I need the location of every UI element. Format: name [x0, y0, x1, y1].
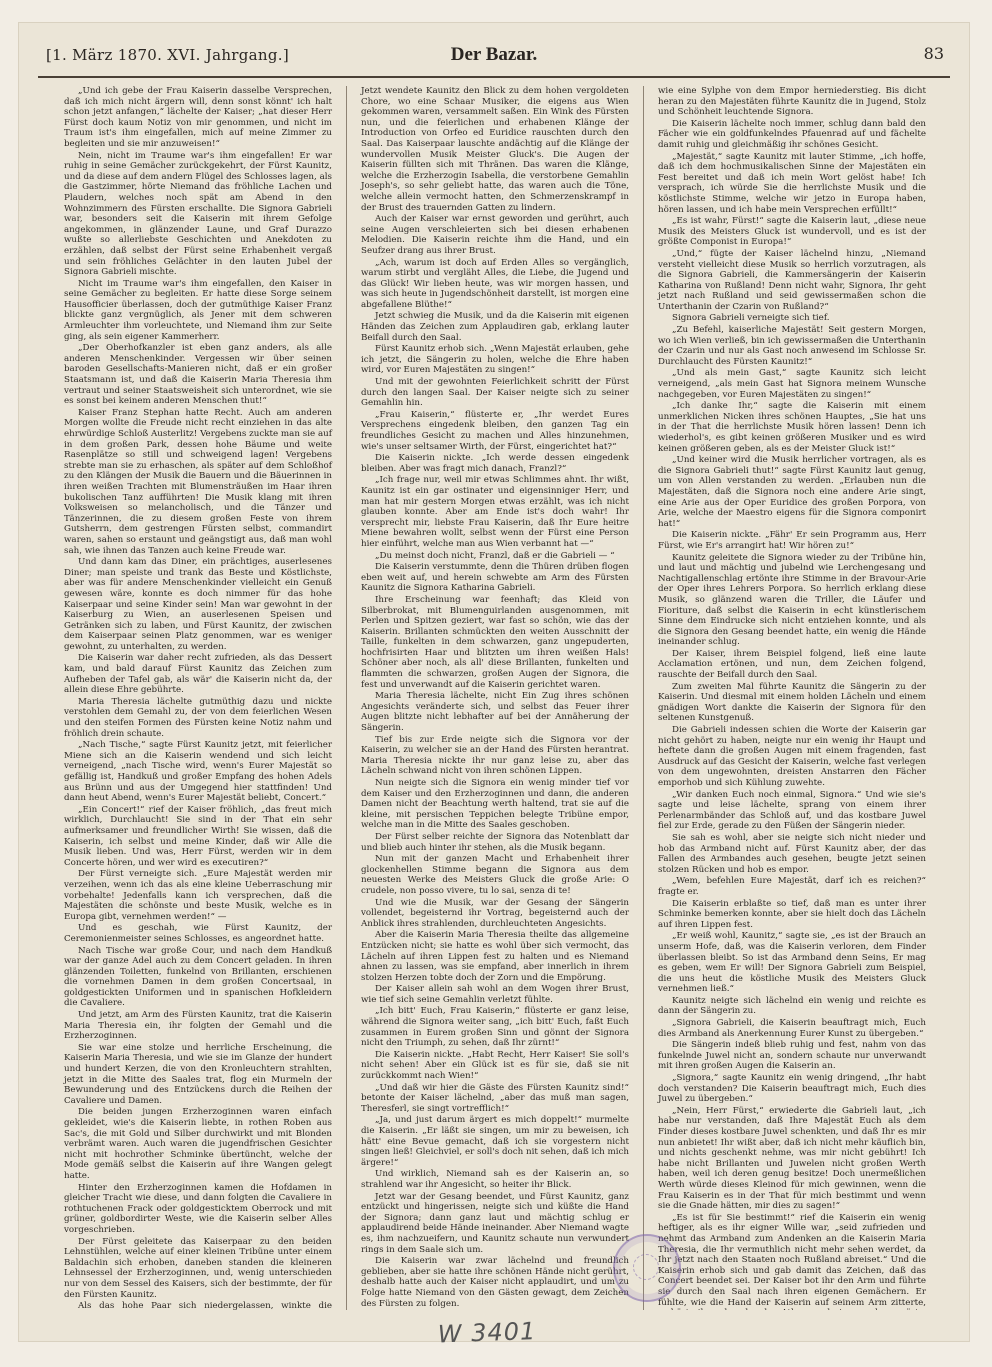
article-paragraph: Und wirklich, Niemand sah es der Kaiserin an, so strahlend war ihr Angesicht, so heiter ihr Blick.	[361, 1169, 629, 1190]
article-paragraph: Maria Theresia lächelte, nicht Ein Zug ihres schönen Angesichts veränderte sich, und selbst das Feuer ihrer Augen blitzte nicht lebhafter auf bei der Annäherung der Sängerin.	[361, 691, 629, 734]
article-paragraph: „Ich danke Ihr,“ sagte die Kaiserin mit einem unmerklichen Nicken ihres schönen Hauptes, „Sie hat uns in der That die herrlichste Musik hören lassen! Denn ich wiederhol's, es gibt keinen größeren Musiker und es wird keinen größeren geben, als es der Meister Gluck ist!“	[658, 401, 926, 454]
article-paragraph: Der Fürst verneigte sich. „Eure Majestät werden mir verzeihen, wenn ich das als eine kleine Ueberraschung mir vorbehalte! Jedenfalls kann ich versprechen, daß die Majestäten die schönste und beste Musik, welche es in Europa gibt, vernehmen werden!“ —	[64, 869, 332, 922]
article-paragraph: „Wem, befehlen Eure Majestät, darf ich es reichen?“ fragte er.	[658, 876, 926, 897]
article-paragraph: „Zu Befehl, kaiserliche Majestät! Seit gestern Morgen, wo ich Wien verließ, bin ich gewissermaßen die Unterthanin der Czarin und nur als Gast noch anwesend im Schlosse Sr. Durchlaucht des Fürsten Kaunitz!“	[658, 325, 926, 367]
article-paragraph: Signora Gabrieli verneigte sich tief.	[672, 313, 830, 324]
article-paragraph: Hinter den Erzherzoginnen kamen die Hofdamen in gleicher Tracht wie diese, und dann folgten die Cavaliere in rothtuchenen Frack oder goldgesticktem Oberrock und mit grüner, goldbordirter Weste, wie die Kaiserin selber Alles vorgeschrieben.	[64, 1182, 332, 1235]
article-paragraph: „Es ist für Sie bestimmt!“ rief die Kaiserin ein wenig heftiger, als es ihr eigner Wille war, „seid zufrieden und nehmt das Armband zum Andenken an die Kaiserin Maria Theresia, die Ihr vermuthlich nicht mehr sehen werdet, da Ihr jetzt nach den Staaten noch Rußland abreiset.“ Und die Kaiserin erhob sich und gab damit das Zeichen, daß das Concert beendet sei. Der Kaiser bot ihr den Arm und führte sie durch den Saal nach ihren eigenen Gemächern. Er fühlte, wie die Hand der Kaiserin auf seinem Arm zitterte,	[658, 1212, 926, 1308]
article-paragraph: Nun mit der ganzen Macht und Erhabenheit ihrer glockenhellen Stimme begann die Signora aus dem neuesten Werke des Meisters Gluck die große Arie: O crudele, non posso vivere, tu lo sai, senza di te!	[361, 854, 629, 896]
article-paragraph: Der Kaiser, ihrem Beispiel folgend, ließ eine laute Acclamation ertönen, und nun, dem Zeichen folgend, rauschte der Beifall durch den Saal.	[658, 648, 926, 681]
article-paragraph: Jetzt wendete Kaunitz den Blick zu dem hohen vergoldeten Chore, wo eine Schaar Musiker, die eigens aus Wien gekommen waren, versammelt saßen. Ein Wink des Fürsten nun, und die feierlichen und erhabenen Klänge der Introduction von Orfeo ed Euridice rauschten durch den Saal. Das Kaiserpaar lauschte andächtig auf die Klänge der wundervollen Musik Meister Gluck's. Die Augen der Kaiserin füllten sich mit Thränen. Das waren die Klänge, welche die Erzherzogin Isabella, die verstorbene Gemahlin Joseph's, so sehr geliebt hatte, das waren auch die Töne, welche allein vermocht hatten, den Schmerzenskrampf in der Brust des trauernden Gatten zu lindern.	[361, 86, 629, 213]
article-paragraph: Und es geschah, wie Fürst Kaunitz, der Ceremonienmeister seines Schlosses, es angeordnet hatte.	[64, 923, 332, 944]
article-paragraph: Und dann kam das Diner, ein prächtiges, auserlesenes Diner; man speiste und trank das Beste und Köstlichste, aber was für andere Menschenkinder vielleicht ein Genuß gewesen wäre, konnte es doch nimmer für das hohe Kaiserpaar und seine Kinder sein! Man war gewohnt in der Kaiserburg zu Wien, an auserlesenen Speisen und Getränken sich zu laben, und Fürst Kaunitz, der zwischen dem Kaiserpaar seinen Platz genommen, war es weniger gewohnt, zu unterhalten, zu werden.	[64, 557, 332, 652]
article-paragraph: „Es ist wahr, Fürst!“ sagte die Kaiserin laut, „diese neue Musik des Meisters Gluck ist wundervoll, und es ist der größte Componist in Europa!“	[658, 216, 926, 248]
article-paragraph: Jetzt schwieg die Musik, und da die Kaiserin mit eigenen Händen das Zeichen zum Applaudiren gab, erklang lauter Beifall durch den Saal.	[361, 311, 629, 343]
article-paragraph: „Nein, Herr Fürst,“ erwiederte die Gabrieli laut, „ich habe nur verstanden, daß Ihre Majestät Euch als dem Finder dieses kostbare Juwel schenkten, und daß Ihr es mir nun anbietet! Ihr wißt aber, daß ich nicht mehr käuflich bin, und nichts geschenkt nehme, was mir nicht gebührt! Ich habe nicht Brillanten und Juwelen nicht großen Werth haben, weil ich deren genug besitze! Doch unermeßlichen Werth würde dieses Kleinod für mich gewinnen, wenn die Frau Kaiserin es in der That für mich bestimmt und wenn sie die Gnade hätten, mir dies zu sagen!“	[658, 1105, 926, 1212]
article-paragraph: Die Kaiserin nickte. „Habt Recht, Herr Kaiser! Sie soll's nicht sehen! Aber ein Glück ist es für sie, daß sie nit zurückkommt nach Wien!“	[361, 1049, 629, 1082]
article-paragraph: Fürst Kaunitz erhob sich. „Wenn Majestät erlauben, gehe ich jetzt, die Sängerin zu holen, welche die Ehre haben wird, vor Euren Majestäten zu singen!“	[361, 344, 629, 376]
article-paragraph: „Signora Gabrieli, die Kaiserin beauftragt mich, Euch dies Armband als Anerkennung Eurer Kunst zu übergeben.“	[658, 1018, 926, 1039]
library-stamp	[613, 1234, 681, 1302]
article-paragraph: „Ich frage nur, weil mir etwas Schlimmes ahnt. Ihr wißt, Kaunitz ist ein gar ostinater und eigensinniger Herr, und man hat mir gestern Morgen etwas erzählt, was ich nicht glauben konnte. Aber am Ende ist's doch wahr! Ihr versprecht mir, liebste Frau Kaiserin, daß Ihr Eure heitre Miene bewahren wollt, selbst wenn der Fürst eine Person hier einführt, welche man aus Wien verbannt hat —“	[361, 475, 629, 549]
article-paragraph: „Und als mein Gast,“ sagte Kaunitz sich leicht verneigend, „als mein Gast hat Signora meinem Wunsche nachgegeben, vor Euren Majestäten zu singen!“	[658, 368, 926, 400]
article-paragraph: Und wie die Musik, war der Gesang der Sängerin vollendet, begeisternd ihr Vortrag, begeisternd auch der Anblick ihres strahlenden, durchleuchteten Angesichts.	[361, 897, 629, 929]
article-paragraph: Tief bis zur Erde neigte sich die Signora vor der Kaiserin, zu welcher sie an der Hand des Fürsten herantrat. Maria Theresia nickte ihr nur ganz leise zu, aber das Lächeln schwand nicht von ihren schönen Lippen.	[361, 734, 629, 777]
article-paragraph: Und mit der gewohnten Feierlichkeit schritt der Fürst durch den langen Saal. Der Kaiser neigte sich zu seiner Gemahlin hin.	[361, 377, 629, 409]
article-paragraph: Ihre Erscheinung war feenhaft; das Kleid von Silberbrokat, mit Blumenguirlanden ausgenommen, mit Perlen und Spitzen geziert, war fast so schön, wie das der Kaiserin. Brillanten schmückten den weiten Ausschnitt der Taille, funkelten in dem schwarzen, ganz ungepuderten, hochfrisirten Haar und blitzten um ihren weißen Hals! Schöner aber noch, als all' diese Brillanten, funkelten und flammten die schwarzen, großen Augen der Signora, die fest und unverwandt auf die Kaiserin gerichtet waren.	[361, 594, 629, 690]
article-columns	[50, 86, 940, 1310]
article-paragraph: Der Fürst geleitete das Kaiserpaar zu den beiden Lehnstühlen, welche auf einer kleinen Tribüne unter einem Baldachin sich erhoben, daneben standen die kleineren Lehnsessel der Erzherzoginnen, und, wenig unterschieden nur von dem Sessel des Kaisers, sich der bestimmte, der für den Fürsten Kaunitz.	[64, 1236, 332, 1300]
page-header	[38, 36, 950, 78]
article-paragraph: Nun neigte sich die Signora ein wenig minder tief vor dem Kaiser und den Erzherzoginnen und dann, die anderen Damen nicht der Beachtung werth haltend, trat sie auf die kleine, mit persischen Teppichen belegte Tribüne empor, welche man in die Mitte des Saales geschoben.	[361, 778, 629, 831]
article-paragraph: „Frau Kaiserin,“ flüsterte er, „Ihr werdet Eures Versprechens eingedenk bleiben, den ganzen Tag ein freundliches Gesicht zu machen und Alles hinzunehmen, wie's unser seltsamer Wirth, der Fürst, eingerichtet hat?“	[361, 409, 629, 452]
article-paragraph: „Nach Tische,“ sagte Fürst Kaunitz jetzt, mit feierlicher Miene sich an die Kaiserin wendend und sich leicht verneigend, „nach Tische wird, wenn's Eurer Majestät so gefällig ist, Handkuß und großer Empfang des hohen Adels aus Brünn und aus der Umgegend hier stattfinden! Und dann heut Abend, wenn's Eurer Majestät beliebt, Concert.“	[64, 740, 332, 804]
article-paragraph: „Ich bitt' Euch, Frau Kaiserin,“ flüsterte er ganz leise, während die Signora weiter sang, „ich bitt' Euch, faßt Euch zusammen in Eurem großen Sinn und gönnt der Signora nicht den Triumph, zu sehen, daß Ihr zürnt!“	[361, 1006, 629, 1049]
article-paragraph: „Wir danken Euch noch einmal, Signora.“ Und wie sie's sagte und leise lächelte, sprang von einem ihrer Perlenarmbänder das Schloß auf, und das kostbare Juwel fiel zur Erde, gerade zu den Füßen der Sängerin nieder.	[658, 789, 926, 832]
article-paragraph: Nein, nicht im Traume war's ihm eingefallen! Er war ruhig in seine Gemächer zurückgekehrt, der Fürst Kaunitz, und da diese auf dem andern Flügel des Schlosses lagen, als die Gastzimmer, hörte Niemand das fröhliche Lachen und Plaudern, welches noch spät am Abend in den Wohnzimmern des Fürsten erschallte. Die Signora Gabrieli war, besonders seit die Kaiserin mit ihrem Gefolge angekommen, in glänzender Laune, und Graf Durazzo wußte so allerliebste Geschichten und Anekdoten zu erzählen, daß selbst der Fürst seine Erhabenheit vergaß und sein fröhliches Gelächter in den lauten Jubel der Signora Gabrieli mischte.	[64, 150, 332, 278]
article-paragraph: Die Kaiserin war zwar lächelnd und freundlich geblieben, aber sie hatte ihre schönen Hände nicht gerührt, deshalb hatte auch der Kaiser nicht applaudirt, und um zu Folge hatte Niemand von den Gästen gewagt, dem Zeichen des Fürsten zu folgen.	[361, 1256, 629, 1309]
article-paragraph: Sie sah es wohl, aber sie neigte sich nicht nieder und hob das Armband nicht auf. Fürst Kaunitz aber, der das Fallen des Armbandes auch gesehen, beugte jetzt seinen stolzen Rücken und hob es empor.	[658, 832, 926, 875]
column-middle	[347, 86, 644, 1310]
article-paragraph: Sie war eine stolze und herrliche Erscheinung, die Kaiserin Maria Theresia, und wie sie im Glanze der hundert und hundert Kerzen, die von den Kronleuchtern strahlten, jetzt in die Mitte des Saales trat, flog ein Murmeln der Bewunderung und des Entzückens durch die Reihen der Cavaliere und Damen.	[64, 1042, 332, 1106]
article-paragraph: „Und keiner wird die Musik herrlicher vortragen, als es die Signora Gabrieli thut!“ sagte Fürst Kaunitz laut genug, um von Allen verstanden zu werden. „Erlauben nun die Majestäten, daß die Signora noch eine andere Arie singt, eine Arie aus der Oper Euridice des großen Porpora, von Arie, welche der Maestro eigens für die Signora componirt hat!“	[658, 455, 926, 529]
article-paragraph: „Signora,“ sagte Kaunitz ein wenig dringend, „Ihr habt doch verstanden? Die Kaiserin beauftragt mich, Euch dies Juwel zu übergeben.“	[658, 1073, 926, 1105]
page-number: 83	[923, 44, 944, 63]
article-paragraph: Die Kaiserin war daher recht zufrieden, als das Dessert kam, und bald darauf Fürst Kaunitz das Zeichen zum Aufheben der Tafel gab, als wär' die Kaiserin nicht da, der allein diese Ehre gebührte.	[64, 653, 332, 696]
archive-handwritten-number: W 3401	[437, 1317, 537, 1349]
article-paragraph: „Ja, und just darum ärgert es mich doppelt!“ murmelte die Kaiserin. „Er läßt sie singen, um mir zu beweisen, ich hätt' eine Bevue gemacht, daß ich sie vorgestern nicht singen ließ! Gleichviel, er soll's doch nit sehen, daß ich mich ärgere!“	[361, 1115, 629, 1168]
article-paragraph: Zum zweiten Mal führte Kaunitz die Sängerin zu der Kaiserin. Und diesmal mit einem holden Lächeln und einem gnädigen Wort dankte die Kaiserin der Signora für den seltenen Kunstgenuß.	[658, 681, 926, 724]
issue-date: [1. März 1870. XVI. Jahrgang.]	[46, 46, 289, 64]
article-paragraph: Aber die Kaiserin Maria Theresia theilte das allgemeine Entzücken nicht; sie hatte es wohl über sich vermocht, das Lächeln auf ihren Lippen fest zu halten und es Niemand ahnen zu lassen, was sie empfand, aber innerlich in ihrem stolzen Herzen tobte doch der Zorn und die Empörung.	[361, 930, 629, 983]
article-paragraph: Kaunitz neigte sich lächelnd ein wenig und reichte es dann der Sängerin zu.	[658, 995, 926, 1017]
article-paragraph: wie eine Sylphe von dem Empor herniederstieg. Bis dicht heran zu den Majestäten führte Kaunitz die in Jugend, Stolz und Schönheit leuchtende Signora.	[658, 86, 926, 118]
article-paragraph: „Er weiß wohl, Kaunitz,“ sagte sie, „es ist der Brauch an unserm Hofe, daß, was die Kaiserin verloren, dem Finder überlassen bleibt. So ist das Armband denn Seins, Er mag es geben, wem Er will! Der Signora Gabrieli zum Beispiel, die uns heut die köstliche Musik des Meisters Gluck vernehmen ließ.“	[658, 931, 926, 995]
article-paragraph: „Ach, warum ist doch auf Erden Alles so vergänglich, warum stirbt und vergläht Alles, die Liebe, die Jugend und das Glück! Wir lieben heute, was wir morgen hassen, und was sich heute in Jugendschönheit darstellt, ist morgen eine abgefallene Blüthe!“	[361, 257, 629, 310]
article-paragraph: Kaunitz geleitete die Signora wieder zu der Tribüne hin, und laut und mächtig und jubelnd wie Lerchengesang und Nachtigallenschlag ertönte ihre Stimme in der Bravour-Arie der Oper ihres Lehrers Porpora. So herrlich erklang diese Musik, so glänzend waren die Triller, die Läufer und Fioriture, daß selbst die Kaiserin in echt künstlerischem Sinne dem Eindrucke sich nicht entziehen konnte, und als die Signora den Gesang beendet hatte, ein wenig die Hände ineinander schlug.	[658, 552, 926, 648]
article-paragraph: Die Kaiserin erblaßte so tief, daß man es unter ihrer Schminke bemerken konnte, aber sie hielt doch das Lächeln auf ihren Lippen fest.	[658, 898, 926, 930]
article-paragraph: Als das hohe Paar sich niedergelassen, winkte die	[78, 1301, 332, 1310]
article-paragraph: Die Kaiserin nickte. „Fähr' Er sein Programm aus, Herr Fürst, wie Er's arrangirt hat! Wir hören zu!“	[658, 530, 926, 551]
article-paragraph: Und jetzt, am Arm des Fürsten Kaunitz, trat die Kaiserin Maria Theresia ein, ihr folgten der Gemahl und die Erzherzoginnen.	[64, 1010, 332, 1042]
article-paragraph: Nach Tische war große Cour, und nach dem Handkuß war der ganze Adel auch zu dem Concert geladen. In ihren glänzenden Toiletten, funkelnd von Brillanten, erschienen die vornehmen Damen in dem großen Concertsaal, in goldgestickten Uniformen und in spanischen Hofkleidern die Cavaliere.	[64, 945, 332, 1009]
article-paragraph: Die Sängerin indeß blieb ruhig und fest, nahm von das funkelnde Juwel nicht an, sondern schaute nur unverwandt mit ihren großen Augen die Kaiserin an.	[658, 1040, 926, 1072]
article-paragraph: Der Fürst selber reichte der Signora das Notenblatt dar und blieb auch hinter ihr stehen, als die Musik begann.	[361, 831, 629, 853]
article-paragraph: Kaiser Franz Stephan hatte Recht. Auch am anderen Morgen wollte die Freude nicht recht einziehen in das alte ehrwürdige Schloß Austerlitz! Vergebens zuckte man sie auf in dem großen Park, dessen hohe Bäume und weite Rasenplätze so still und schweigend lagen! Vergebens strebte man sie zu erhaschen, als später auf dem Schloßhof zu den Klängen der Musik die Bauern und die Bäuerinnen in ihren weißen Trachten mit Blumensträußen im Haar ihren bukolischen Tanz aufführten! Die Musik klang mit ihren Volksweisen so melancholisch, und die Tänzer und Tänzerinnen, die zu diesem großen Feste von ihrem Gutsherrn, dem gestrengen Fürsten selbst, commandirt waren, sahen so erstaunt und geängstigt aus, daß man wohl sah, wie ihnen das Tanzen auch keine Freude war.	[64, 407, 332, 556]
newspaper-page	[18, 22, 970, 1342]
article-paragraph: Die beiden jungen Erzherzoginnen waren einfach gekleidet, wie's die Kaiserin liebte, in rothen Roben aus Sac's, die mit Gold und Silber durchwirkt und mit Blonden verbrämt waren. Auch waren die jugendfrischen Gesichter nicht mit hochrother Schminke übertüncht, welche der Mode gemäß selbst die Kaiserin auf ihre Wangen gelegt hatte.	[64, 1107, 332, 1181]
article-paragraph: Auch der Kaiser war ernst geworden und gerührt, auch seine Augen verschleierten sich bei diesen erhabenen Melodien. Die Kaiserin reichte ihm die Hand, und ein Seufzer drang aus ihrer Brust.	[361, 214, 629, 256]
newspaper-title: Der Bazar.	[450, 44, 538, 65]
article-paragraph: Die Gabrieli indessen schien die Worte der Kaiserin gar nicht gehört zu haben, neigte nur ein wenig ihr Haupt und heftete dann die großen Augen mit einem fragenden, fast Ausdruck auf das Gesicht der Kaiserin, welche fast verlegen von dem ungewohnten, dreisten Anstarren den Fächer emporhob und sich Kühlung zuwehte.	[658, 725, 926, 788]
article-paragraph: Die Kaiserin verstummte, denn die Thüren drüben flogen eben weit auf, und herein schwebte am Arm des Fürsten Kaunitz die Signora Katharina Gabrieli.	[361, 562, 629, 594]
article-paragraph: Maria Theresia lächelte gutmüthig dazu und nickte verstohlen dem Gemahl zu, der von dem feierlichen Wesen und den steifen Formen des Fürsten keine Notiz nahm und fröhlich drein schaute.	[64, 696, 332, 739]
article-paragraph: Der Kaiser allein sah wohl an dem Wogen ihrer Brust, wie tief sich seine Gemahlin verletzt fühlte.	[361, 984, 629, 1005]
article-paragraph: „Ein Concert!“ rief der Kaiser fröhlich, „das freut mich wirklich, Durchlaucht! Sie sind in der That ein sehr aufmerksamer und freundlicher Wirth! Sie wissen, daß die Kaiserin, ich selbst und meine Kinder, daß wir Alle die Musik lieben. Und was, Herr Fürst, werden wir in dem Concerte hören, und wer wird es executiren?“	[64, 804, 332, 868]
article-paragraph: Die Kaiserin nickte. „Ich werde dessen eingedenk bleiben. Aber was fragt mich danach, Franzl?“	[361, 453, 629, 474]
article-paragraph: „Und daß wir hier die Gäste des Fürsten Kaunitz sind!“ betonte der Kaiser lächelnd, „aber das muß man sagen, Theresferl, sie singt vortrefflich!“	[361, 1082, 629, 1114]
column-right	[644, 86, 940, 1310]
article-paragraph: „Du meinst doch nicht, Franzl, daß er die Gabrieli — “	[375, 550, 615, 561]
article-paragraph: „Der Oberhofkanzler ist eben ganz anders, als alle anderen Menschenkinder. Vergessen wir über seinen baroden Gesellschafts-Manieren nicht, daß er ein großer Staatsmann ist, und daß die Kaiserin Maria Theresia ihm vertraut und seiner Staatsweisheit sich unterordnet, wie sie es sonst bei keinem anderen Menschen thut!“	[64, 343, 332, 407]
article-paragraph: „Und ich gebe der Frau Kaiserin dasselbe Versprechen, daß ich mich nicht ärgern will, denn sonst könnt' ich halt schon jetzt anfangen,“ lächelte der Kaiser; „hat dieser Herr Fürst doch kaum Notiz von mir genommen, und nicht im Traum ist's ihm eingefallen, mich auf meine Zimmer zu begleiten und sie mir anzuweisen!“	[64, 86, 332, 149]
article-paragraph: Nicht im Traume war's ihm eingefallen, den Kaiser in seine Gemächer zu begleiten. Er hatte diese Sorge seinem Hausofficier überlassen, doch der gutmüthige Kaiser Franz blickte ganz vergnüglich, als Jener mit dem schweren Armleuchter ihm vorleuchtete, und Niemand ihm zur Seite ging, als sein eigener Kammerherr.	[64, 278, 332, 342]
article-paragraph: „Und,“ fügte der Kaiser lächelnd hinzu, „Niemand versteht vielleicht diese Musik so herrlich vorzutragen, als die Signora Gabrieli, die Kammersängerin der Kaiserin Katharina von Rußland! Denn nicht wahr, Signora, Ihr geht jetzt nach Rußland und seid gewissermaßen schon die Unterthanin der Czarin von Rußland?“	[658, 248, 926, 312]
article-paragraph: Die Kaiserin lächelte noch immer, schlug dann bald den Fächer wie ein goldfunkelndes Pfauenrad auf und fächelte damit ruhig und gleichmäßig ihr schönes Gesicht.	[658, 118, 926, 150]
article-paragraph: Jetzt war der Gesang beendet, und Fürst Kaunitz, ganz entzückt und hingerissen, neigte sich und küßte die Hand der Signora; dann ganz laut und mächtig schlug er applaudirend beide Hände ineinander. Aber Niemand wagte es, ihm nachzueifern, und Kaunitz schaute nun verwundert rings in dem Saale sich um.	[361, 1191, 629, 1255]
article-paragraph: „Majestät,“ sagte Kaunitz mit lauter Stimme, „ich hoffe, daß ich dem hochmusikalischen Sinne der Majestäten ein Fest bereitet und daß ich mein Wort gelöst habe! Ich versprach, ich würde Sie die herrlichste Musik und die köstlichste Stimme, welche wir jetzo in Europa haben, hören lassen, und ich habe mein Versprechen erfüllt!“	[658, 151, 926, 215]
column-left	[50, 86, 347, 1310]
